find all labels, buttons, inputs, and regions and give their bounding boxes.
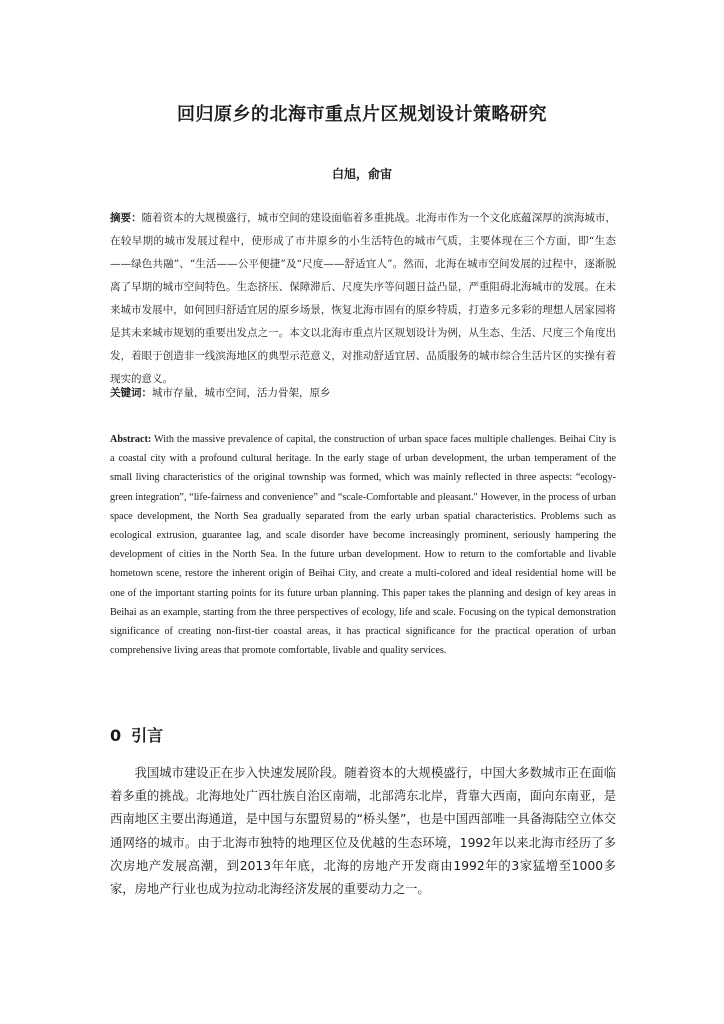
body-paragraph: 我国城市建设正在步入快速发展阶段。随着资本的大规模盛行，中国大多数城市正在面临着多重的挑战。北海地处广西壮族自治区南端，北部湾东北岸，背靠大西南，面向东南亚，是西南地区主要出海通道，是中国与东盟贸易的“桥头堡”，也是中国西部唯一具备海陆空立体交通网络的城市。由于北海市独特的地理区位及优越的生态环境，1992年以来北海市经历了多次房地产发展高潮，到2013年年底，北海的房地产开发商由1992年的3家猛增至1000多家，房地产行业也成为拉动北海经济发展的重要动力之一。 bbox=[110, 766, 616, 897]
chinese-abstract bbox=[110, 207, 616, 391]
section-heading bbox=[110, 723, 163, 746]
chinese-keywords-label: 关键词： bbox=[110, 387, 152, 399]
english-abstract-label: Abstract: bbox=[110, 434, 152, 445]
english-abstract-text: With the massive prevalence of capital, the construction of urban space faces multiple challenges. Beihai City is a coastal city with a profound cultural heritage. In the early stage of urban development, the urban temperament of the small living characteristics of the original township was formed, which was mainly reflected in three aspects: “ecology-green integration”, “life-fairness and convenience” and “scale-Comfortable and pleasant." However, in the process of urban space development, the North Sea gradually separated from the early urban spatial characteristics. Problems such as ecological extrusion, guarantee lag, and scale disorder have become increasingly prominent, seriously hampering the development of cities in the North Sea. In the future urban development. How to return to the comfortable and livable hometown scene, restore the inherent origin of Beihai City, and create a multi-colored and ideal residential home will be one of the important starting points for its future urban planning. This paper takes the planning and design of key areas in Beihai as an example, starting from the three perspectives of ecology, life and scale. Focusing on the typical demonstration significance of creating non-first-tier coastal areas, it has practical significance for the practical operation of urban comprehensive living areas that promote comfortable, livable and quality services. bbox=[110, 434, 616, 657]
section-number: 0 bbox=[110, 726, 122, 745]
chinese-abstract-text: 随着资本的大规模盛行，城市空间的建设面临着多重挑战。北海市作为一个文化底蕴深厚的滨海城市，在较早期的城市发展过程中，使形成了市井原乡的小生活特色的城市气质，主要体现在三个方面，即“生态——绿色共融”、“生活——公平便捷”及“尺度——舒适宜人”。然而，北海在城市空间发展的过程中，逐渐脱离了早期的城市空间特色。生态挤压、保障滞后、尺度失序等问题日益凸显，严重阻碍北海城市的发展。在未来城市发展中，如何回归舒适宜居的原乡场景，恢复北海市固有的原乡特质，打造多元多彩的理想人居家园将是其未来城市规划的重要出发点之一。本文以北海市重点片区规划设计为例，从生态、生活、尺度三个角度出发，着眼于创造非一线滨海地区的典型示范意义，对推动舒适宜居、品质服务的城市综合生活片区的实操有着现实的意义。 bbox=[110, 212, 617, 385]
chinese-keywords-text: 城市存量，城市空间，活力骨架，原乡 bbox=[152, 387, 331, 399]
paper-title: 回归原乡的北海市重点片区规划设计策略研究 bbox=[177, 104, 547, 125]
chinese-keywords bbox=[110, 383, 616, 403]
english-abstract bbox=[110, 430, 616, 660]
chinese-abstract-label: 摘要： bbox=[110, 212, 142, 224]
section-title: 引言 bbox=[131, 726, 164, 745]
paper-authors: 白旭，俞宙 bbox=[331, 167, 392, 181]
